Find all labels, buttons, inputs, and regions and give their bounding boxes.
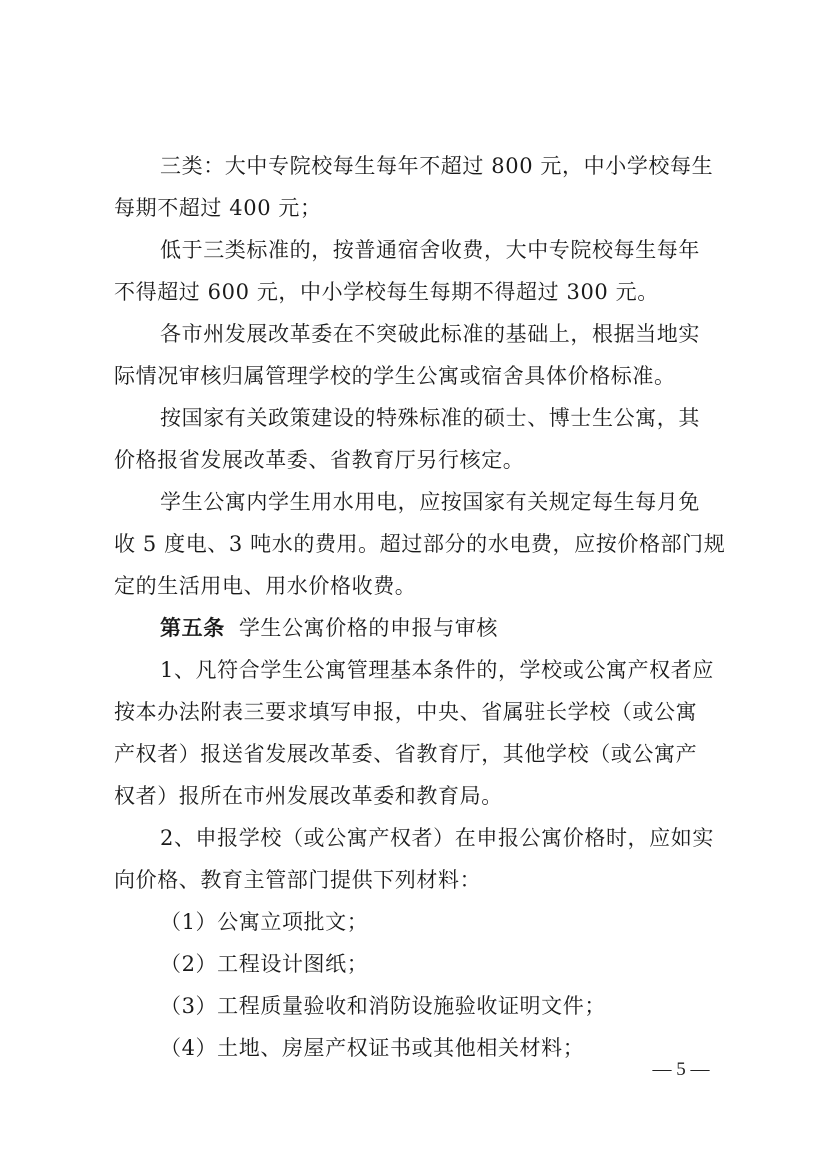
paragraph-line: 1、凡符合学生公寓管理基本条件的，学校或公寓产权者应 — [160, 658, 714, 682]
paragraph-line: 权者）报所在市州发展改革委和教育局。 — [114, 784, 503, 808]
list-item: （4）土地、房屋产权证书或其他相关材料； — [160, 1036, 585, 1060]
paragraph-line: 按国家有关政策建设的特殊标准的硕士、博士生公寓，其 — [160, 406, 700, 430]
paragraph-line: 各市州发展改革委在不突破此标准的基础上，根据当地实 — [160, 322, 700, 346]
paragraph-line: 向价格、教育主管部门提供下列材料： — [114, 868, 482, 892]
paragraph-line: 按本办法附表三要求填写申报，中央、省属驻长学校（或公寓 — [114, 700, 698, 724]
paragraph-line: 学生公寓内学生用水用电，应按国家有关规定每生每月免 — [160, 490, 700, 514]
document-body — [114, 145, 730, 1069]
paragraph-line: 不得超过 600 元，中小学校每生每期不得超过 300 元。 — [114, 280, 659, 304]
paragraph-line: 定的生活用电、用水价格收费。 — [114, 574, 417, 598]
paragraph-line: 收 5 度电、3 吨水的费用。超过部分的水电费，应按价格部门规 — [114, 532, 726, 556]
paragraph-line: 三类：大中专院校每生每年不超过 800 元，中小学校每生 — [160, 154, 714, 178]
paragraph-line: 价格报省发展改革委、省教育厅另行核定。 — [114, 448, 525, 472]
list-item: （1）公寓立项批文； — [160, 910, 369, 934]
list-item: （2）工程设计图纸； — [160, 952, 369, 976]
paragraph-line: 低于三类标准的，按普通宿舍收费，大中专院校每生每年 — [160, 238, 700, 262]
article-number: 第五条 — [160, 615, 225, 640]
paragraph-line: 每期不超过 400 元； — [114, 196, 322, 220]
page-number: — 5 — — [652, 1059, 710, 1080]
article-title: 学生公寓价格的申报与审核 — [238, 616, 499, 640]
paragraph-line: 产权者）报送省发展改革委、省教育厅，其他学校（或公寓产 — [114, 742, 698, 766]
list-item: （3）工程质量验收和消防设施验收证明文件； — [160, 994, 606, 1018]
article-heading — [114, 607, 730, 649]
paragraph-line: 际情况审核归属管理学校的学生公寓或宿舍具体价格标准。 — [114, 364, 676, 388]
paragraph-line: 2、申报学校（或公寓产权者）在申报公寓价格时，应如实 — [160, 826, 714, 850]
